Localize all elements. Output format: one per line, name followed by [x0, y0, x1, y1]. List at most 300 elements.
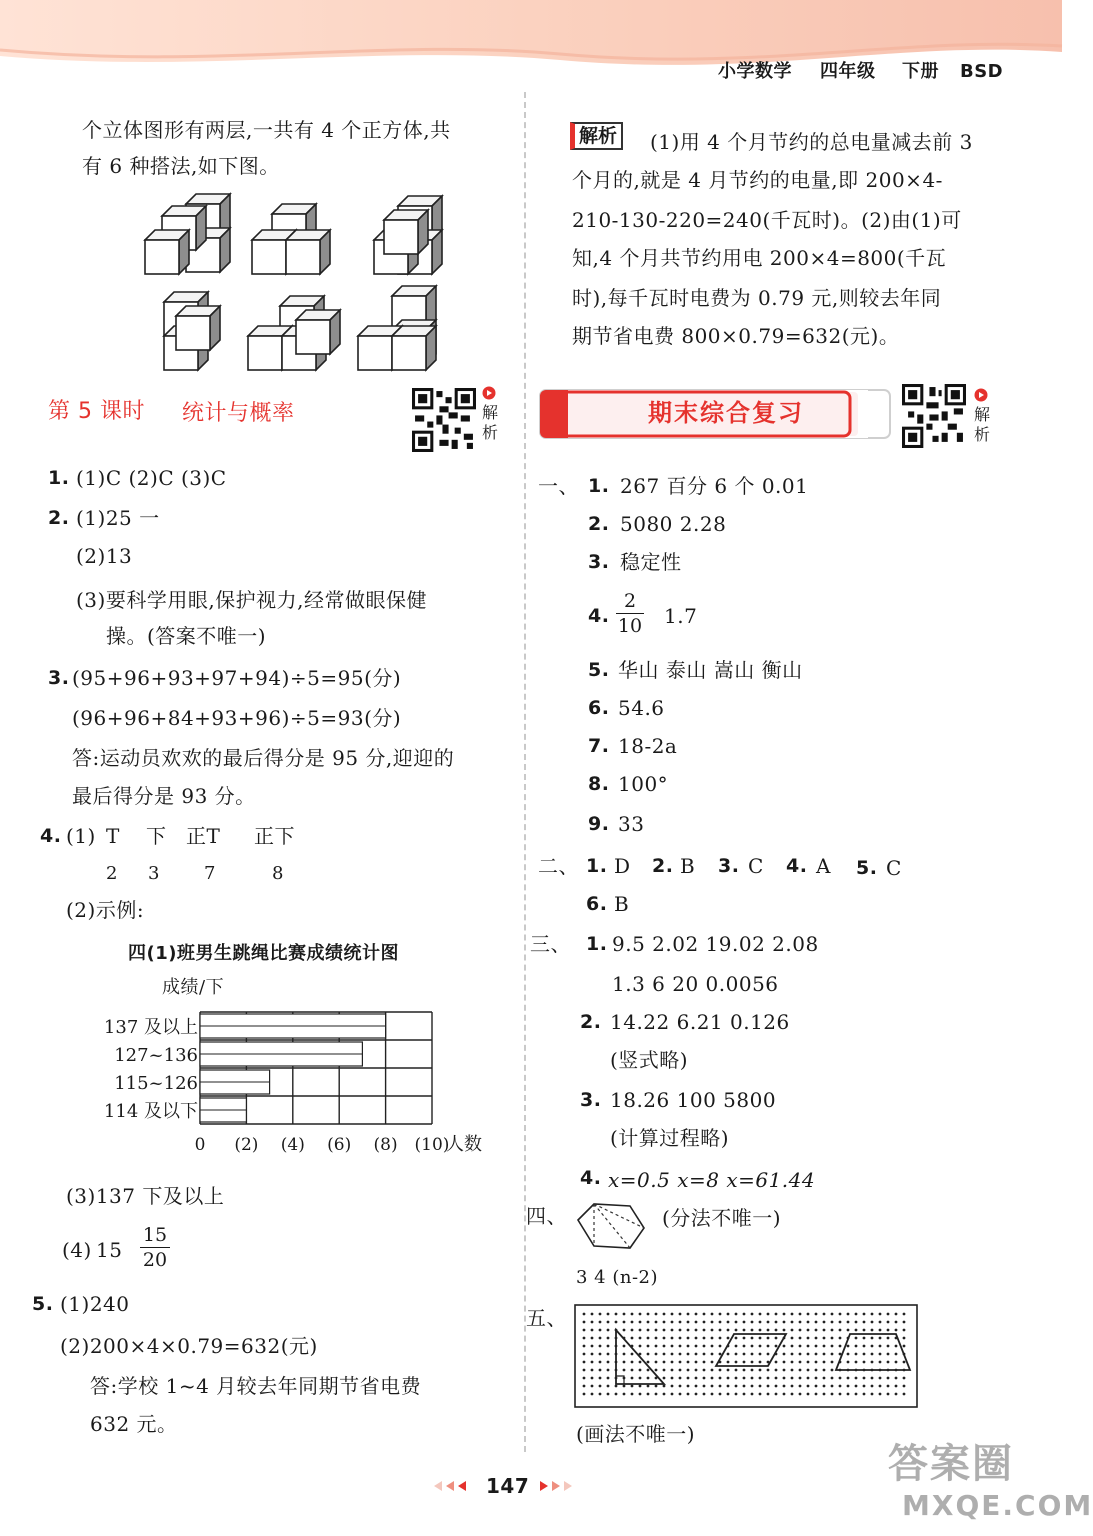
grid-dot [631, 1337, 634, 1340]
grid-dot [751, 1393, 754, 1396]
s1-fraction-numerator: 2 [623, 590, 637, 612]
grid-dot [895, 1313, 898, 1316]
grid-dot [831, 1321, 834, 1324]
grid-dot [735, 1345, 738, 1348]
s3-item-4-number: 4. [580, 1167, 602, 1189]
q5-answer-line-2: 632 元。 [90, 1412, 178, 1436]
grid-dot [735, 1361, 738, 1364]
section-4-note: (分法不唯一) [662, 1206, 782, 1230]
cube-arrangement-1 [145, 194, 230, 274]
grid-dot [703, 1361, 706, 1364]
grid-dot [671, 1313, 674, 1316]
next-arrows-icon [534, 1478, 582, 1494]
q4-part-4-value: 15 [96, 1238, 123, 1262]
grid-dot [687, 1329, 690, 1332]
grid-dot [663, 1385, 666, 1388]
grid-dot [783, 1313, 786, 1316]
grid-dot [887, 1393, 890, 1396]
s3-item-2-note: (竖式略) [610, 1048, 689, 1072]
grid-dot [839, 1385, 842, 1388]
grid-dot [671, 1329, 674, 1332]
grid-dot [831, 1353, 834, 1356]
play-icon-2 [974, 388, 988, 402]
s1-item-4-number: 4. [588, 605, 610, 627]
grid-dot [631, 1385, 634, 1388]
q2-number: 2. [48, 507, 70, 529]
grid-dot [879, 1337, 882, 1340]
grid-dot [719, 1345, 722, 1348]
grid-dot [863, 1361, 866, 1364]
grid-dot [871, 1329, 874, 1332]
grid-dot [695, 1385, 698, 1388]
header-edition: BSD [960, 61, 1004, 82]
grid-dot [783, 1361, 786, 1364]
s3-item-2-answer: 14.22 6.21 0.126 [610, 1010, 790, 1034]
grid-dot [855, 1345, 858, 1348]
lesson-title: 第 5 课时 [48, 399, 145, 424]
grid-dot [887, 1377, 890, 1380]
grid-dot [631, 1393, 634, 1396]
s2-item-2-number: 2. [652, 855, 674, 877]
grid-dot [695, 1321, 698, 1324]
qr-code-icon-2[interactable] [902, 384, 966, 448]
chart-x-tick-label: (8) [373, 1135, 398, 1155]
analysis-tag: 解析 [570, 122, 623, 150]
chart-x-axis-label: 人数 [446, 1134, 482, 1155]
grid-dot [831, 1369, 834, 1372]
cube-arrangement-3 [374, 196, 442, 274]
grid-dot [807, 1321, 810, 1324]
grid-dot [831, 1329, 834, 1332]
qr-label-2a: 解 [974, 405, 991, 424]
grid-dot [831, 1361, 834, 1364]
grid-dot [807, 1361, 810, 1364]
grid-dot [815, 1321, 818, 1324]
s3-item-2-number: 2. [580, 1011, 602, 1033]
s2-item-4-number: 4. [786, 855, 808, 877]
grid-dot [871, 1385, 874, 1388]
header-term: 下册 [902, 61, 939, 82]
chart-category-label: 115~126 [114, 1073, 198, 1094]
grid-dot [775, 1313, 778, 1316]
grid-dot [887, 1385, 890, 1388]
grid-dot [615, 1321, 618, 1324]
grid-dot [663, 1321, 666, 1324]
grid-dot [799, 1353, 802, 1356]
previous-arrows-icon [424, 1478, 472, 1494]
grid-dot [639, 1321, 642, 1324]
grid-dot [759, 1369, 762, 1372]
grid-dot [663, 1361, 666, 1364]
grid-dot [743, 1369, 746, 1372]
grid-dot [599, 1377, 602, 1380]
grid-dot [799, 1385, 802, 1388]
grid-dot [735, 1353, 738, 1356]
grid-dot [695, 1393, 698, 1396]
grid-dot [887, 1329, 890, 1332]
grid-dot [599, 1329, 602, 1332]
s1-item-7-answer: 18-2a [618, 734, 678, 758]
grid-dot [887, 1337, 890, 1340]
grid-dot [871, 1337, 874, 1340]
grid-dot [759, 1321, 762, 1324]
grid-dot [887, 1321, 890, 1324]
grid-dot [871, 1377, 874, 1380]
q2-part-3-line-1: (3)要科学用眼,保护视力,经常做眼保健 [76, 588, 428, 612]
grid-dot [727, 1313, 730, 1316]
grid-dot [727, 1321, 730, 1324]
grid-dot [767, 1377, 770, 1380]
qr-code-icon[interactable] [412, 388, 476, 452]
grid-dot [599, 1345, 602, 1348]
grid-dot [863, 1385, 866, 1388]
s1-item-6-number: 6. [588, 697, 610, 719]
grid-dot [895, 1345, 898, 1348]
grid-dot [647, 1385, 650, 1388]
grid-dot [703, 1353, 706, 1356]
grid-dot [767, 1337, 770, 1340]
grid-dot [847, 1345, 850, 1348]
grid-dot [591, 1377, 594, 1380]
grid-dot [607, 1313, 610, 1316]
grid-dot [743, 1353, 746, 1356]
grid-dot [631, 1321, 634, 1324]
analysis-line-4: 知,4 个月共节约用电 200×4=800(千瓦 [572, 246, 947, 270]
s1-item-9-number: 9. [588, 813, 610, 835]
chart-x-tick-label: (6) [327, 1135, 352, 1155]
grid-dot [679, 1353, 682, 1356]
grid-dot [871, 1345, 874, 1348]
grid-dot [807, 1369, 810, 1372]
grid-dot [775, 1321, 778, 1324]
s2-item-3-number: 3. [718, 855, 740, 877]
grid-dot [839, 1321, 842, 1324]
grid-dot [711, 1337, 714, 1340]
grid-dot [727, 1353, 730, 1356]
grid-dot [791, 1385, 794, 1388]
grid-dot [599, 1361, 602, 1364]
grid-dot [759, 1393, 762, 1396]
grid-dot [607, 1377, 610, 1380]
grid-dot [655, 1337, 658, 1340]
grid-dot [895, 1353, 898, 1356]
column-divider [524, 92, 526, 1452]
grid-dot [639, 1377, 642, 1380]
grid-dot [583, 1345, 586, 1348]
s2-item-6-number: 6. [586, 893, 608, 915]
grid-dot [735, 1313, 738, 1316]
hexagon-figure [574, 1200, 648, 1252]
grid-dot [687, 1393, 690, 1396]
grid-dot [623, 1353, 626, 1356]
grid-dot [903, 1361, 906, 1364]
grid-dot [591, 1369, 594, 1372]
grid-dot [751, 1345, 754, 1348]
grid-dot [639, 1369, 642, 1372]
s3-item-3-number: 3. [580, 1089, 602, 1111]
grid-dot [815, 1329, 818, 1332]
q4-count-4: 8 [272, 863, 284, 884]
grid-dot [663, 1353, 666, 1356]
grid-dot [743, 1393, 746, 1396]
s1-item-1-number: 1. [588, 475, 610, 497]
grid-dot [743, 1321, 746, 1324]
grid-dot [583, 1393, 586, 1396]
grid-dot [631, 1377, 634, 1380]
analysis-line-6: 期节省电费 800×0.79=632(元)。 [572, 324, 900, 348]
grid-dot [703, 1329, 706, 1332]
grid-dot [783, 1345, 786, 1348]
grid-dot [735, 1369, 738, 1372]
grid-dot [583, 1329, 586, 1332]
grid-dot [807, 1353, 810, 1356]
grid-dot [703, 1369, 706, 1372]
grid-dot [879, 1329, 882, 1332]
grid-dot [719, 1385, 722, 1388]
cube-arrangement-5 [248, 296, 340, 370]
grid-dot [615, 1393, 618, 1396]
grid-dot [767, 1353, 770, 1356]
s1-item-4-fraction [616, 590, 644, 637]
grid-dot [783, 1385, 786, 1388]
grid-dot [687, 1321, 690, 1324]
chart-x-tick-label: (2) [234, 1135, 259, 1155]
grid-dot [719, 1337, 722, 1340]
grid-dot [735, 1377, 738, 1380]
grid-dot [791, 1361, 794, 1364]
grid-dot [695, 1353, 698, 1356]
grid-dot [783, 1369, 786, 1372]
grid-dot [799, 1369, 802, 1372]
grid-dot [679, 1385, 682, 1388]
grid-dot [735, 1393, 738, 1396]
grid-dot [807, 1337, 810, 1340]
grid-dot [623, 1385, 626, 1388]
grid-dot [647, 1393, 650, 1396]
grid-dot [583, 1313, 586, 1316]
review-title: 期末综合复习 [648, 399, 804, 427]
grid-dot [887, 1313, 890, 1316]
grid-dot [679, 1329, 682, 1332]
q3-answer-line-1: 答:运动员欢欢的最后得分是 95 分,迎迎的 [72, 746, 455, 770]
grid-dot [663, 1369, 666, 1372]
q3-line-1: (95+96+93+97+94)÷5=95(分) [72, 666, 402, 690]
analysis-line-3: 210-130-220=240(千瓦时)。(2)由(1)可 [572, 208, 962, 232]
grid-dot [583, 1321, 586, 1324]
grid-dot [735, 1337, 738, 1340]
s2-item-1-answer: D [614, 854, 631, 878]
s3-item-1-number: 1. [586, 933, 608, 955]
s3-item-3-answer: 18.26 100 5800 [610, 1088, 777, 1112]
grid-dot [583, 1385, 586, 1388]
grid-dot [727, 1377, 730, 1380]
grid-dot [727, 1369, 730, 1372]
q4-count-2: 3 [148, 863, 160, 884]
q2-part-1: (1)25 一 [76, 506, 160, 530]
grid-dot [823, 1393, 826, 1396]
grid-dot [855, 1337, 858, 1340]
grid-dot [839, 1345, 842, 1348]
grid-dot [719, 1329, 722, 1332]
grid-dot [631, 1329, 634, 1332]
grid-dot [743, 1385, 746, 1388]
grid-dot [823, 1377, 826, 1380]
q1-answer: (1)C (2)C (3)C [76, 466, 227, 490]
grid-dot [775, 1361, 778, 1364]
grid-dot [751, 1385, 754, 1388]
q4-count-3: 7 [204, 863, 216, 884]
qr-label-2: 析 [482, 423, 499, 442]
analysis-line-1: (1)用 4 个月节约的总电量减去前 3 [650, 130, 973, 154]
grid-dot [735, 1329, 738, 1332]
grid-dot [847, 1321, 850, 1324]
grid-dot [647, 1361, 650, 1364]
grid-dot [679, 1393, 682, 1396]
grid-dot [655, 1353, 658, 1356]
watermark-url: MXQE.COM [902, 1489, 1093, 1522]
grid-dot [783, 1353, 786, 1356]
grid-dot [695, 1329, 698, 1332]
grid-dot [623, 1369, 626, 1372]
grid-dot [687, 1377, 690, 1380]
grid-dot [759, 1329, 762, 1332]
grid-dot [679, 1377, 682, 1380]
grid-dot [583, 1337, 586, 1340]
grid-dot [903, 1321, 906, 1324]
q4-part-4-fraction [140, 1224, 170, 1271]
s1-item-5-number: 5. [588, 659, 610, 681]
grid-dot [655, 1393, 658, 1396]
grid-dot [623, 1393, 626, 1396]
grid-dot [711, 1313, 714, 1316]
grid-dot [791, 1377, 794, 1380]
grid-dot [655, 1321, 658, 1324]
grid-dot [663, 1313, 666, 1316]
grid-dot [639, 1313, 642, 1316]
grid-dot [639, 1385, 642, 1388]
grid-dot [607, 1329, 610, 1332]
grid-dot [591, 1393, 594, 1396]
grid-dot [695, 1337, 698, 1340]
grid-dot [855, 1321, 858, 1324]
grid-dot [711, 1353, 714, 1356]
grid-dot [799, 1329, 802, 1332]
grid-dot [759, 1385, 762, 1388]
grid-dot [871, 1361, 874, 1364]
s1-item-7-number: 7. [588, 735, 610, 757]
grid-dot [719, 1393, 722, 1396]
grid-dot [839, 1393, 842, 1396]
s2-item-5-answer: C [886, 856, 902, 880]
grid-dot [791, 1345, 794, 1348]
grid-dot [591, 1353, 594, 1356]
grid-dot [823, 1361, 826, 1364]
grid-dot [711, 1377, 714, 1380]
grid-dot [767, 1313, 770, 1316]
grid-dot [639, 1337, 642, 1340]
grid-dot [719, 1369, 722, 1372]
grid-dot [863, 1345, 866, 1348]
grid-dot [783, 1393, 786, 1396]
grid-dot [607, 1393, 610, 1396]
s1-item-1-answer: 267 百分 6 个 0.01 [620, 474, 809, 498]
grid-dot [879, 1385, 882, 1388]
grid-dot [703, 1393, 706, 1396]
grid-dot [759, 1361, 762, 1364]
grid-dot [903, 1385, 906, 1388]
section-2-label: 二、 [538, 854, 579, 878]
grid-dot [783, 1329, 786, 1332]
grid-dot [791, 1393, 794, 1396]
grid-dot [791, 1369, 794, 1372]
grid-dot [719, 1321, 722, 1324]
grid-dot [591, 1321, 594, 1324]
chart-x-tick-label: 0 [194, 1135, 206, 1155]
grid-dot [743, 1377, 746, 1380]
grid-dot [855, 1329, 858, 1332]
section-1-label: 一、 [538, 474, 579, 498]
chart-title: 四(1)班男生跳绳比赛成绩统计图 [128, 943, 399, 964]
grid-dot [647, 1337, 650, 1340]
grid-dot [679, 1369, 682, 1372]
grid-dot [807, 1393, 810, 1396]
grid-dot [663, 1345, 666, 1348]
grid-dot [679, 1345, 682, 1348]
grid-dot [655, 1345, 658, 1348]
grid-dot [775, 1377, 778, 1380]
play-icon [482, 386, 496, 400]
grid-dot [847, 1393, 850, 1396]
chart-x-tick-label: (4) [280, 1135, 305, 1155]
s1-item-9-answer: 33 [618, 812, 645, 836]
header-grade: 四年级 [820, 61, 876, 82]
grid-dot [735, 1321, 738, 1324]
grid-dot [815, 1393, 818, 1396]
s2-item-3-answer: C [748, 854, 764, 878]
grid-dot [623, 1329, 626, 1332]
grid-dot [879, 1353, 882, 1356]
grid-dot [743, 1337, 746, 1340]
grid-dot [599, 1313, 602, 1316]
grid-dot [863, 1313, 866, 1316]
grid-dot [695, 1313, 698, 1316]
grid-dot [783, 1321, 786, 1324]
grid-dot [799, 1345, 802, 1348]
grid-dot [823, 1353, 826, 1356]
grid-dot [743, 1345, 746, 1348]
grid-dot [631, 1313, 634, 1316]
grid-dot [647, 1377, 650, 1380]
grid-dot [655, 1361, 658, 1364]
grid-dot [903, 1393, 906, 1396]
grid-dot [831, 1345, 834, 1348]
qr-label-1: 解 [482, 403, 499, 422]
grid-dot [719, 1313, 722, 1316]
grid-dot [847, 1353, 850, 1356]
grid-dot [751, 1377, 754, 1380]
grid-dot [647, 1321, 650, 1324]
grid-dot [663, 1329, 666, 1332]
grid-dot [895, 1361, 898, 1364]
q5-answer-line-1: 答:学校 1~4 月较去年同期节省电费 [90, 1374, 422, 1398]
grid-dot [855, 1393, 858, 1396]
grid-dot [711, 1329, 714, 1332]
intro-line-1: 个立体图形有两层,一共有 4 个正方体,共 [82, 118, 451, 142]
grid-dot [703, 1377, 706, 1380]
grid-dot [871, 1353, 874, 1356]
chart-x-tick-label: (10) [414, 1135, 450, 1155]
dot-grid-figure [574, 1304, 918, 1408]
